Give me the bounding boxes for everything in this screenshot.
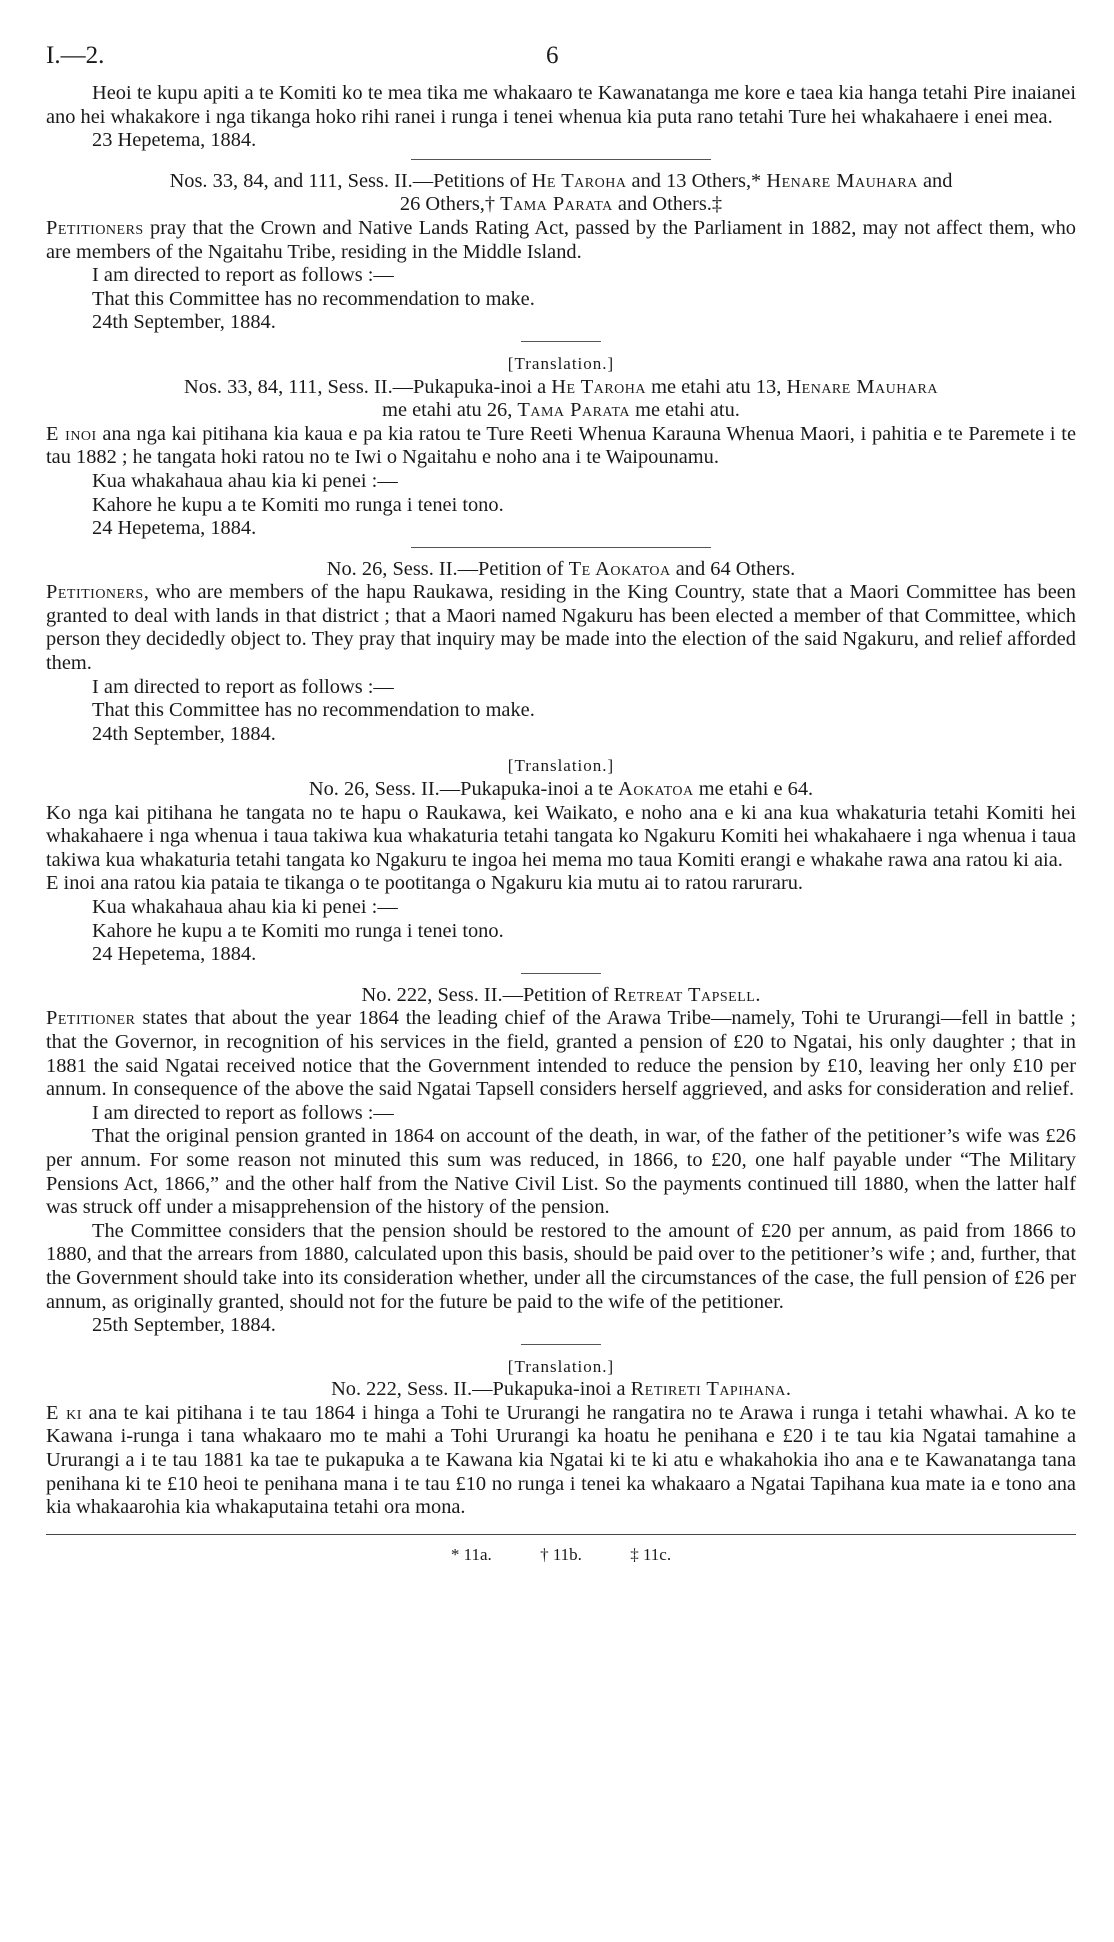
footnotes xyxy=(46,1543,1076,1567)
s6-body: E ki ana te kai pitihana i te tau 1864 i hinga a Tohi te Ururangi he rangatira no te Arawa i runga i tetahi whawhai. A ko te Kawana i-runga i tana whakaaro mo te mahi a Tohi Ururangi ka hoatu he penihana e £20 i te tau kia Ngatai tamahine a Ururangi a i te tau 1881 ka tae te pukapuka a te Kawana kia Ngatai ki te ki atu e whakahokia iho ana e te Kawanatanga tana penihana ki te £10 heoi te penihana mana i te tau £10 no runga i tenei ka whakaaro a Ngatai Tapihana kua mate ia e tono ana kia whakaarohia kia whakaputaina tetahi ora mona. xyxy=(46,1401,1077,1519)
footnote-b: † 11b. xyxy=(540,1544,582,1564)
s3-body: Petitioners, who are members of the hapu Raukawa, residing in the King Country, state that a Maori Committee has been granted to deal with lands in that district ; that a Maori named Ngakuru has been elected a member of that Committee, which person they decidedly object to. They pray that inquiry may be made into the election of the said Ngakuru, and relief afforded them. xyxy=(46,581,1076,675)
section-divider xyxy=(521,973,601,974)
s4-body-1: Ko nga kai pitihana he tangata no te hapu o Raukawa, kei Waikato, e noho ana e ki ana kua whakaturia tetahi Komiti hei whakahaere i nga whenua i taua takiwa kua whakaturia tetahi tangata ko Ngakuru Komiti hei whakahaere i nga whenua i taua takiwa kua whakaturia tetahi tangata ko Ngakuru te ingoa hei mema mo taua Komiti erangi e whakahe rawa ana ratou ki aia. xyxy=(46,801,1076,871)
s2-translation-label: [Translation.] xyxy=(507,353,615,373)
s4-translation-label: [Translation.] xyxy=(507,756,615,776)
s3-date: 24th September, 1884. xyxy=(92,722,276,745)
paper-reference: I.—2. xyxy=(46,42,105,69)
s2-date: 24 Hepetema, 1884. xyxy=(92,517,257,540)
s2-title-line2: me etahi atu 26, Tama Parata me etahi atu. xyxy=(382,399,740,422)
s4-title: No. 26, Sess. II.—Pukapuka-inoi a te Aokatoa me etahi e 64. xyxy=(308,778,814,801)
section-divider xyxy=(411,159,711,160)
s2-title: Nos. 33, 84, 111, Sess. II.—Pukapuka-inoi a He Taroha me etahi atu 13, Henare Mauhara xyxy=(184,375,938,398)
s6-translation-label: [Translation.] xyxy=(507,1356,615,1376)
s4-finding: Kahore he kupu a te Komiti mo runga i tenei tono. xyxy=(92,919,504,942)
s1-title-line2: 26 Others,† Tama Parata and Others.‡ xyxy=(399,193,723,216)
footnote-divider xyxy=(46,1534,1076,1535)
s4-body-2: E inoi ana ratou kia pataia te tikanga o te pootitanga o Ngakuru kia mutu ai to ratou raruraru. xyxy=(46,872,804,895)
section-divider xyxy=(411,547,711,548)
s5-report-1: That the original pension granted in 1864 on account of the death, in war, of the father of the petitioner’s wife was £26 per annum. For some reason not minuted this sum was reduced, in 1866, to £20, one half payable under “The Military Pensions Act, 1866,” and the other half from the Native Civil List. So the payments continued till 1880, when the latter half was struck off under a misapprehension of the history of the pension. xyxy=(46,1125,1076,1219)
section-divider xyxy=(521,341,601,342)
footnote-a: * 11a. xyxy=(450,1544,492,1564)
footnote-c: ‡ 11c. xyxy=(630,1544,672,1564)
s5-report-2: The Committee considers that the pension should be restored to the amount of £20 per annum, as paid from 1866 to 1880, and that the arrears from 1880, calculated upon this basis, should be paid over to the petitioner’s wife ; and, further, that the Government should take into its consideration whether, under all the circumstances of the case, the full pension of £26 per annum, as originally granted, should not for the future be paid to the wife of the petitioner. xyxy=(46,1219,1076,1313)
s4-directed: Kua whakahaua ahau kia ki penei :— xyxy=(92,896,398,918)
s3-title: No. 26, Sess. II.—Petition of Te Aokatoa and 64 Others. xyxy=(326,557,796,580)
s5-title: No. 222, Sess. II.—Petition of Retreat Tapsell. xyxy=(361,983,761,1006)
s3-directed: I am directed to report as follows :— xyxy=(92,675,394,698)
s5-date: 25th September, 1884. xyxy=(92,1314,276,1337)
intro-date: 23 Hepetema, 1884. xyxy=(92,129,257,152)
s1-title: Nos. 33, 84, and 111, Sess. II.—Petitions of He Taroha and 13 Others,* Henare Mauhara and xyxy=(169,169,953,192)
s1-body: Petitioners pray that the Crown and Native Lands Rating Act, passed by the Parliament in 1882, may not affect them, who are members of the Ngaitahu Tribe, residing in the Middle Island. xyxy=(46,216,1076,263)
s3-finding: That this Committee has no recommendation to make. xyxy=(92,699,535,722)
page-number: 6 xyxy=(546,42,559,69)
intro-paragraph: Heoi te kupu apiti a te Komiti ko te mea tika me whakaaro te Kawanatanga me kore e taea kia hanga tetahi Pire inaianei ano hei whakakore i nga tikanga hoko rihi ranei i runga i tenei whenua kia puta rano tetahi Ture hei whakahaere i enei mea. xyxy=(46,82,1076,128)
s2-finding: Kahore he kupu a te Komiti mo runga i tenei tono. xyxy=(92,493,504,516)
s2-body: E inoi ana nga kai pitihana kia kaua e pa kia ratou te Ture Reeti Whenua Karauna Whenua Maori, i pahitia e te Paremete i te tau 1882 ; he tangata hoki ratou no te Iwi o Ngaitahu e noho ana i te Waipounamu. xyxy=(46,422,1076,469)
s4-date: 24 Hepetema, 1884. xyxy=(92,943,257,966)
s5-directed: I am directed to report as follows :— xyxy=(92,1101,394,1124)
s1-finding: That this Committee has no recommendation to make. xyxy=(92,287,535,310)
section-divider xyxy=(521,1344,601,1345)
s2-directed: Kua whakahaua ahau kia ki penei :— xyxy=(92,469,398,492)
s6-title: No. 222, Sess. II.—Pukapuka-inoi a Retireti Tapihana. xyxy=(331,1378,791,1401)
page-header xyxy=(46,44,1076,82)
s1-date: 24th September, 1884. xyxy=(92,311,276,334)
s5-body: Petitioner states that about the year 1864 the leading chief of the Arawa Tribe—namely, Tohi te Ururangi—fell in battle ; that the Governor, in recognition of his services in the field, granted a pension of £20 to Ngatai, his only daughter ; that in 1881 the said Ngatai received notice that the Government intended to reduce the pension by £10, leaving her only £10 per annum. In consequence of the above the said Ngatai Tapsell considers herself aggrieved, and asks for consideration and relief. xyxy=(46,1007,1076,1101)
s1-directed: I am directed to report as follows :— xyxy=(92,264,394,287)
